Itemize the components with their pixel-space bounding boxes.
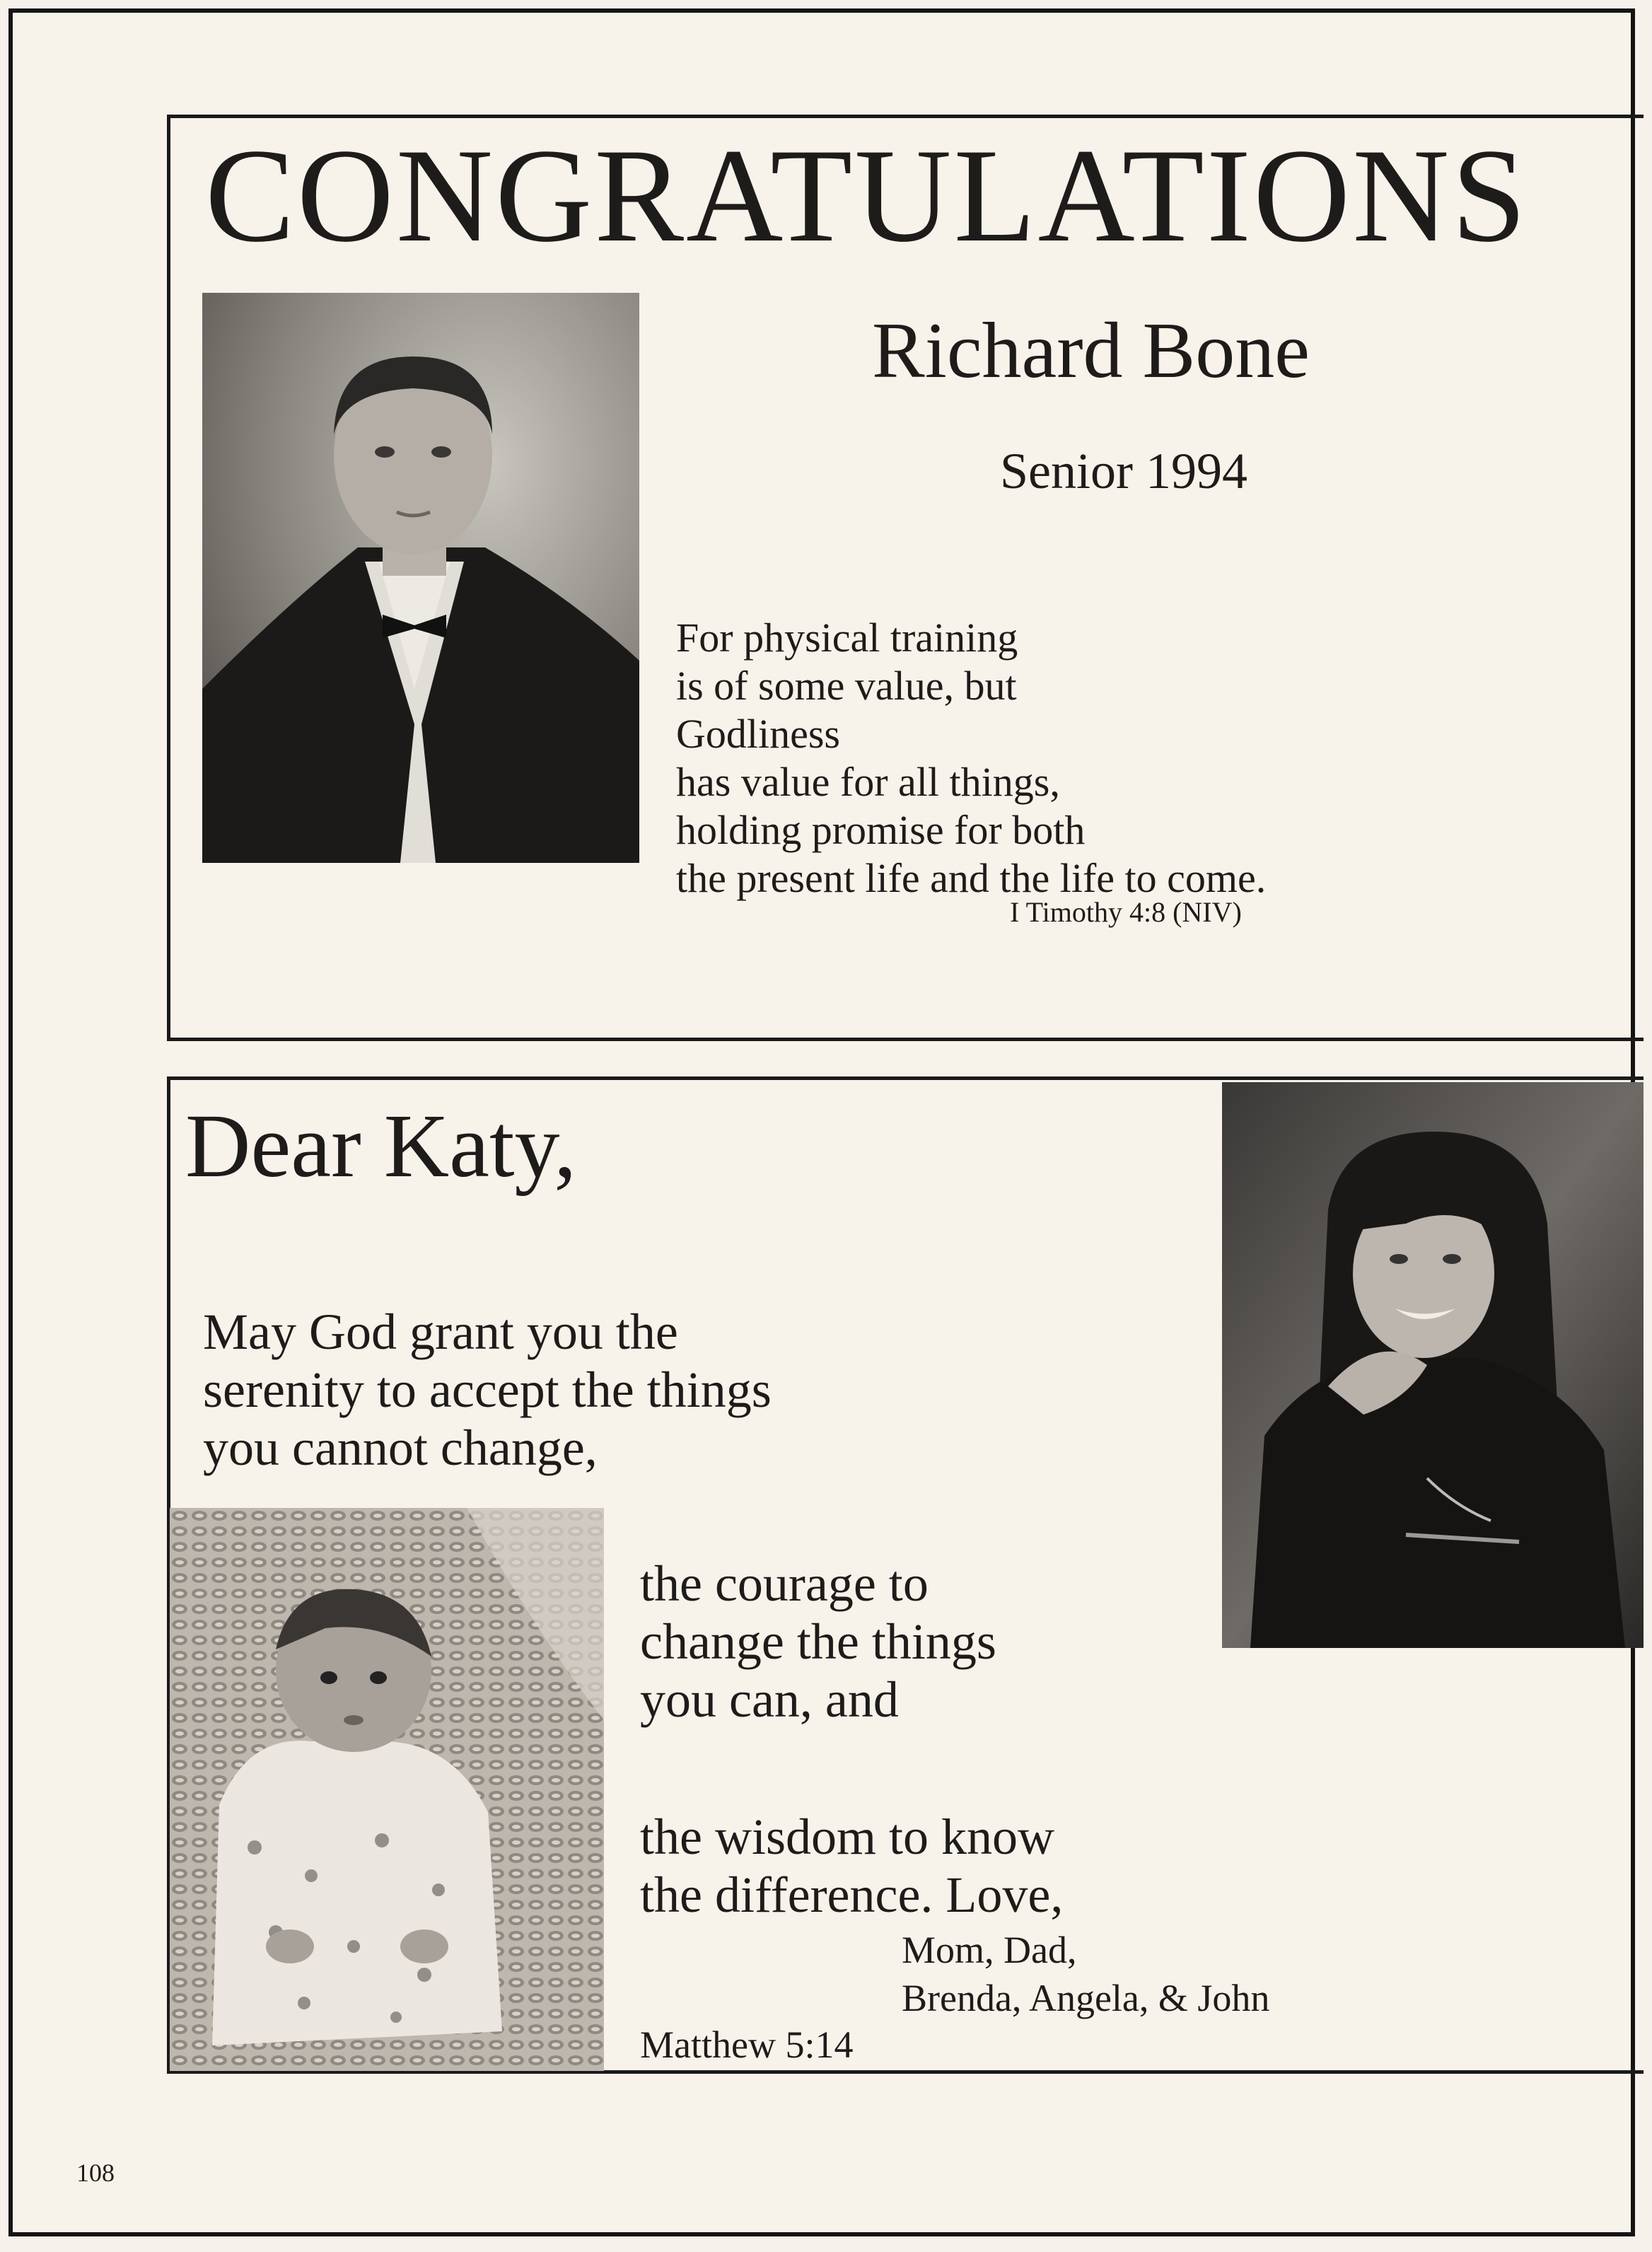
prayer-line: the wisdom to know (640, 1809, 1054, 1865)
headline: CONGRATULATIONS (205, 122, 1529, 270)
graduate-name: Richard Bone (872, 307, 1310, 395)
verse-line: has value for all things, (676, 759, 1060, 805)
page-number: 108 (76, 2159, 115, 2187)
senior-year: Senior 1994 (1000, 443, 1247, 499)
verse-line: holding promise for both (676, 807, 1086, 853)
prayer-line: you can, and (640, 1671, 899, 1728)
scripture-verse (676, 614, 1266, 902)
prayer-line: change the things (640, 1613, 996, 1670)
senior-portrait-photo (202, 293, 639, 863)
prayer-line: serenity to accept the things (203, 1362, 772, 1418)
verse-line: the present life and the life to come. (676, 855, 1267, 901)
verse-line: is of some value, but (676, 663, 1017, 709)
prayer-line: May God grant you the (203, 1304, 678, 1360)
prayer-line: the difference. Love, (640, 1867, 1064, 1923)
verse-line: For physical training (676, 615, 1018, 661)
verse-reference: I Timothy 4:8 (NIV) (1010, 896, 1242, 928)
salutation: Dear Katy, (185, 1096, 577, 1196)
signature-siblings: Brenda, Angela, & John (902, 1977, 1270, 2019)
verse-line: Godliness (676, 711, 840, 757)
verse-reference: Matthew 5:14 (640, 2024, 854, 2066)
prayer-line: the courage to (640, 1555, 929, 1612)
prayer-part-serenity (203, 1303, 772, 1477)
signature-parents: Mom, Dad, (902, 1929, 1077, 1971)
senior-girl-photo (1222, 1082, 1644, 1648)
prayer-part-courage (640, 1555, 996, 1729)
baby-photo (170, 1508, 604, 2071)
prayer-line: you cannot change, (203, 1420, 598, 1476)
prayer-part-wisdom (640, 1808, 1063, 1924)
